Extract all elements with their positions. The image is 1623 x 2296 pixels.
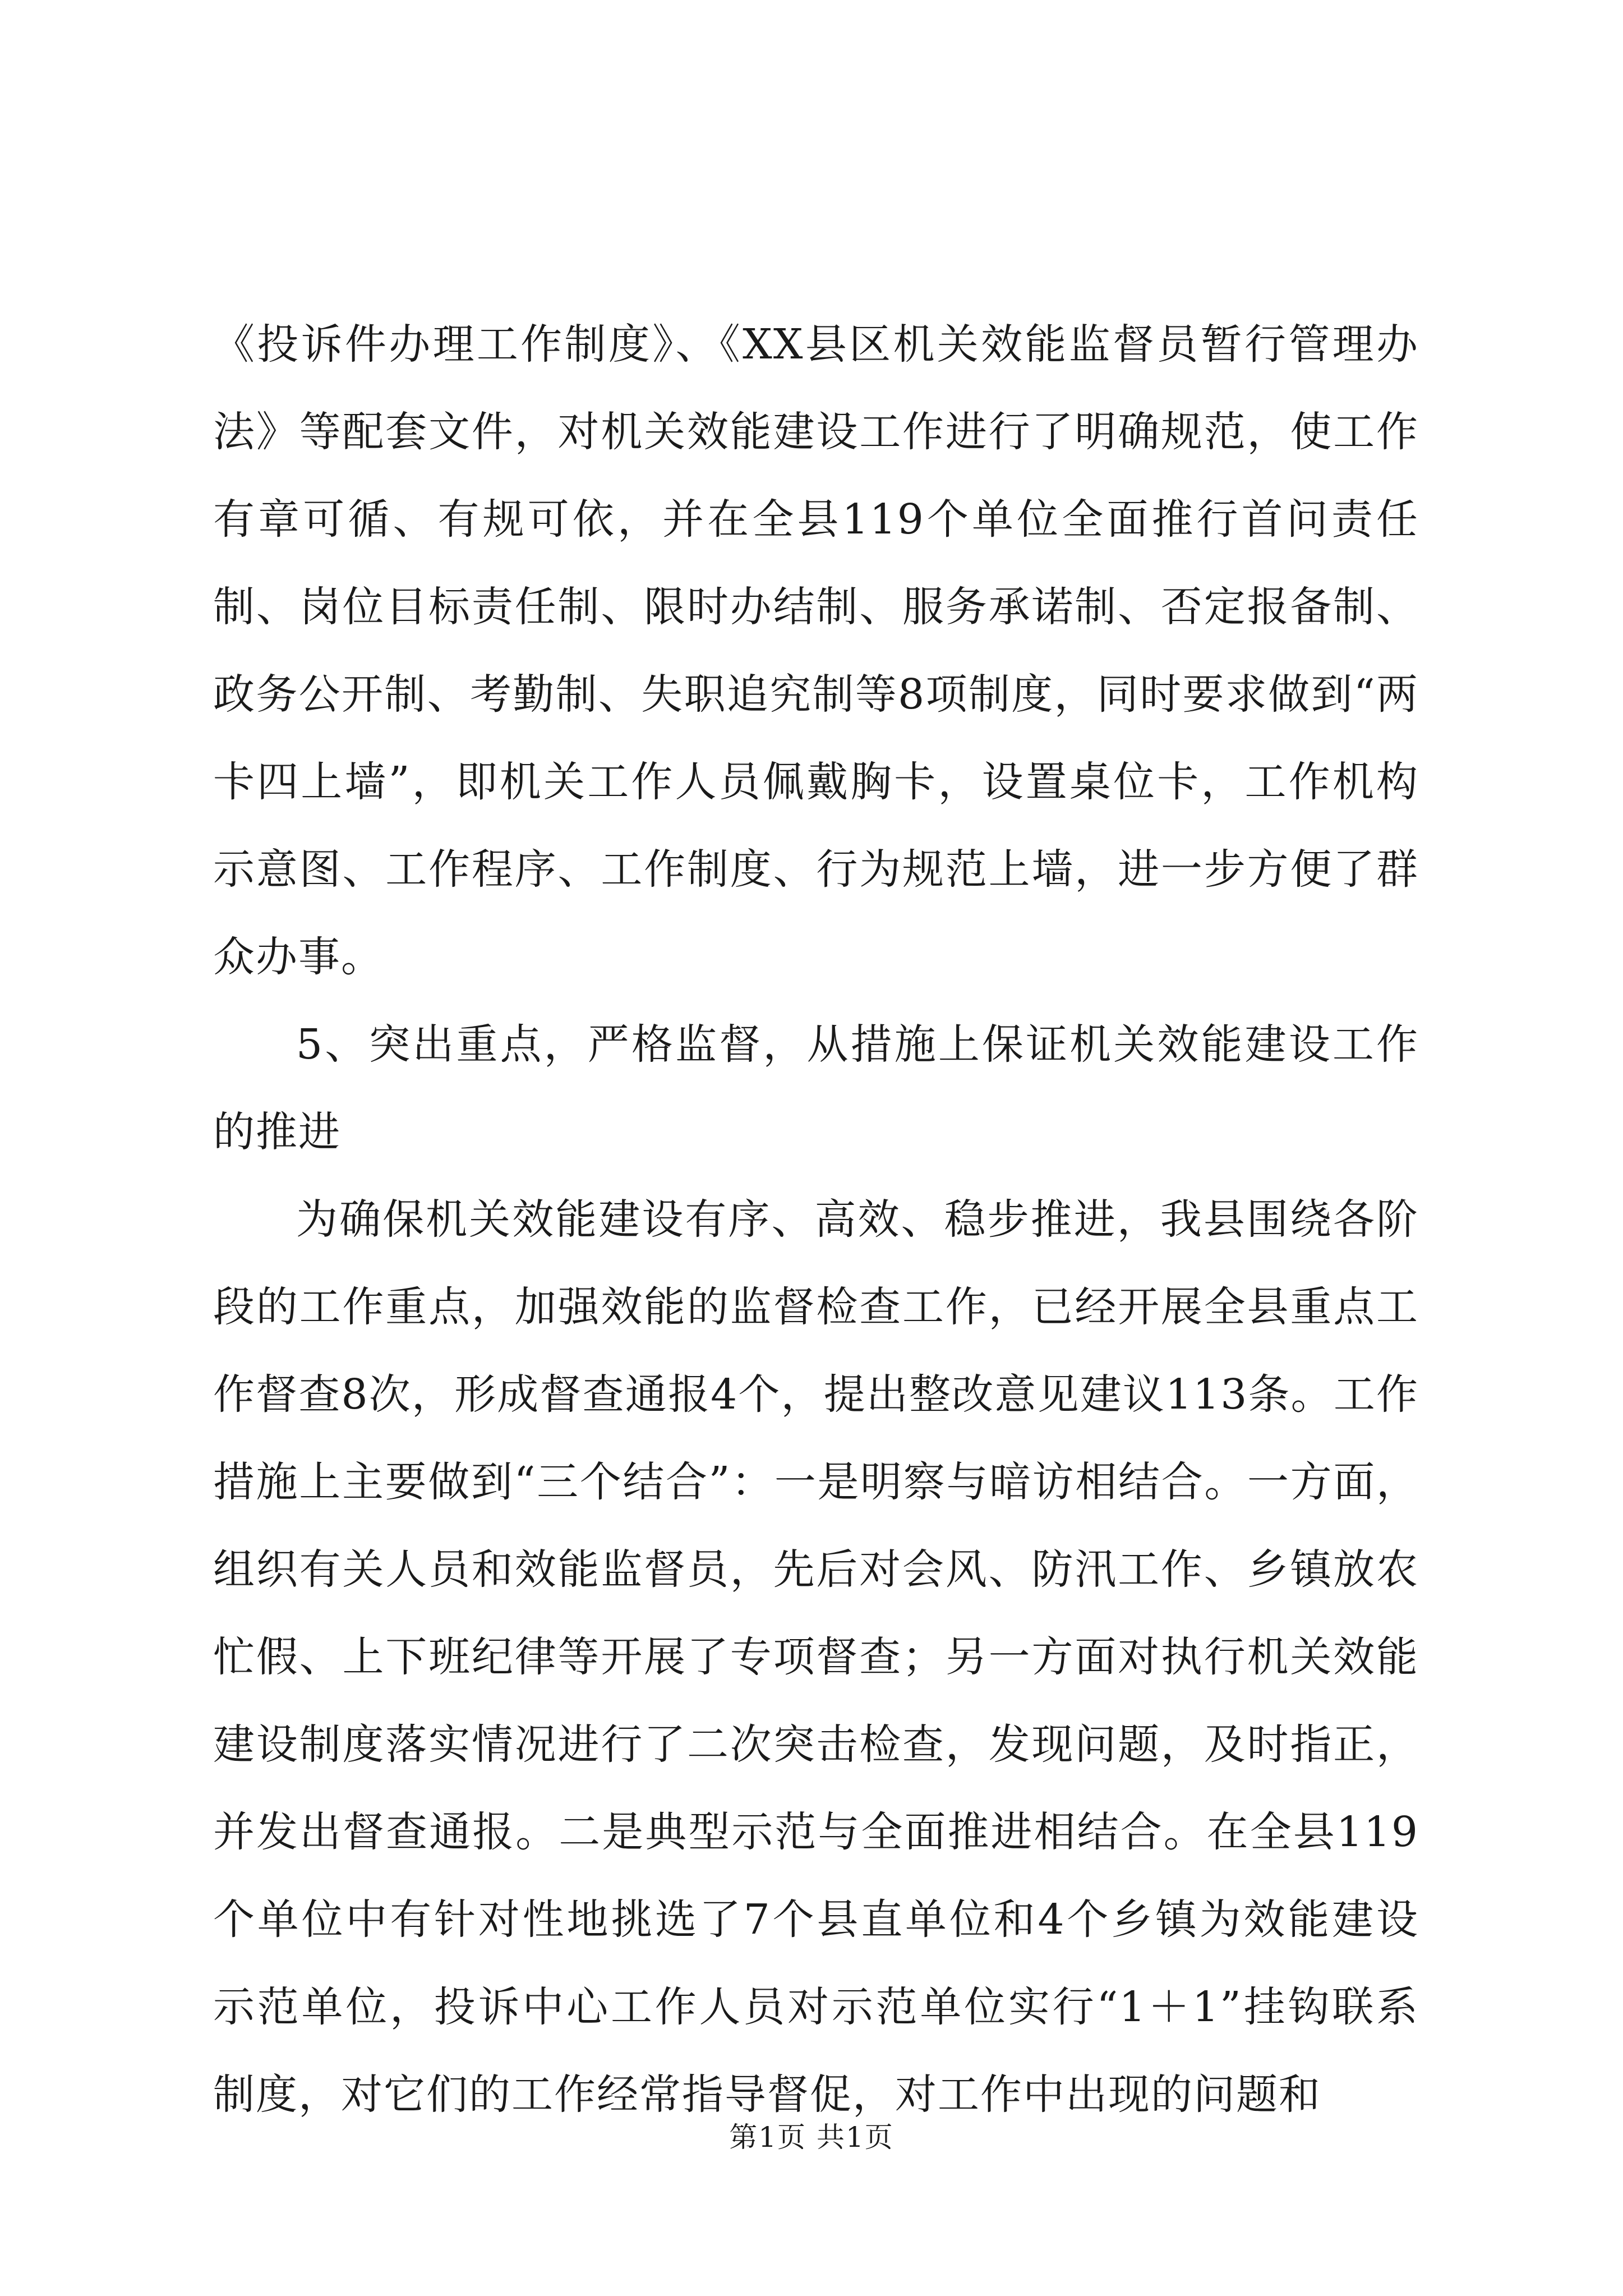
document-body	[213, 301, 1419, 2138]
paragraph-continuation: 《投诉件办理工作制度》、《XX县区机关效能监督员暂行管理办法》等配套文件，对机关效能建设工作进行了明确规范，使工作有章可循、有规可依，并在全县119个单位全面推行首问责任制、岗位目标责任制、限时办结制、服务承诺制、否定报备制、政务公开制、考勤制、失职追究制等8项制度，同时要求做到“两卡四上墙”，即机关工作人员佩戴胸卡，设置桌位卡，工作机构示意图、工作程序、工作制度、行为规范上墙，进一步方便了群众办事。	[213, 320, 1419, 981]
page-footer: 第1页 共1页	[729, 2121, 894, 2154]
section-heading: 5、突出重点，严格监督，从措施上保证机关效能建设工作的推进	[213, 1020, 1419, 1156]
paragraph: 为确保机关效能建设有序、高效、稳步推进，我县围绕各阶段的工作重点，加强效能的监督检查工作，已经开展全县重点工作督查8次，形成督查通报4个，提出整改意见建议113条。工作措施上主要做到“三个结合”：一是明察与暗访相结合。一方面，组织有关人员和效能监督员，先后对会风、防汛工作、乡镇放农忙假、上下班纪律等开展了专项督查；另一方面对执行机关效能建设制度落实情况进行了二次突击检查，发现问题，及时指正，并发出督查通报。二是典型示范与全面推进相结合。在全县119个单位中有针对性地挑选了7个县直单位和4个乡镇为效能建设示范单位，投诉中心工作人员对示范单位实行“1＋1”挂钩联系制度，对它们的工作经常指导督促，对工作中出现的问题和	[213, 1195, 1419, 2119]
